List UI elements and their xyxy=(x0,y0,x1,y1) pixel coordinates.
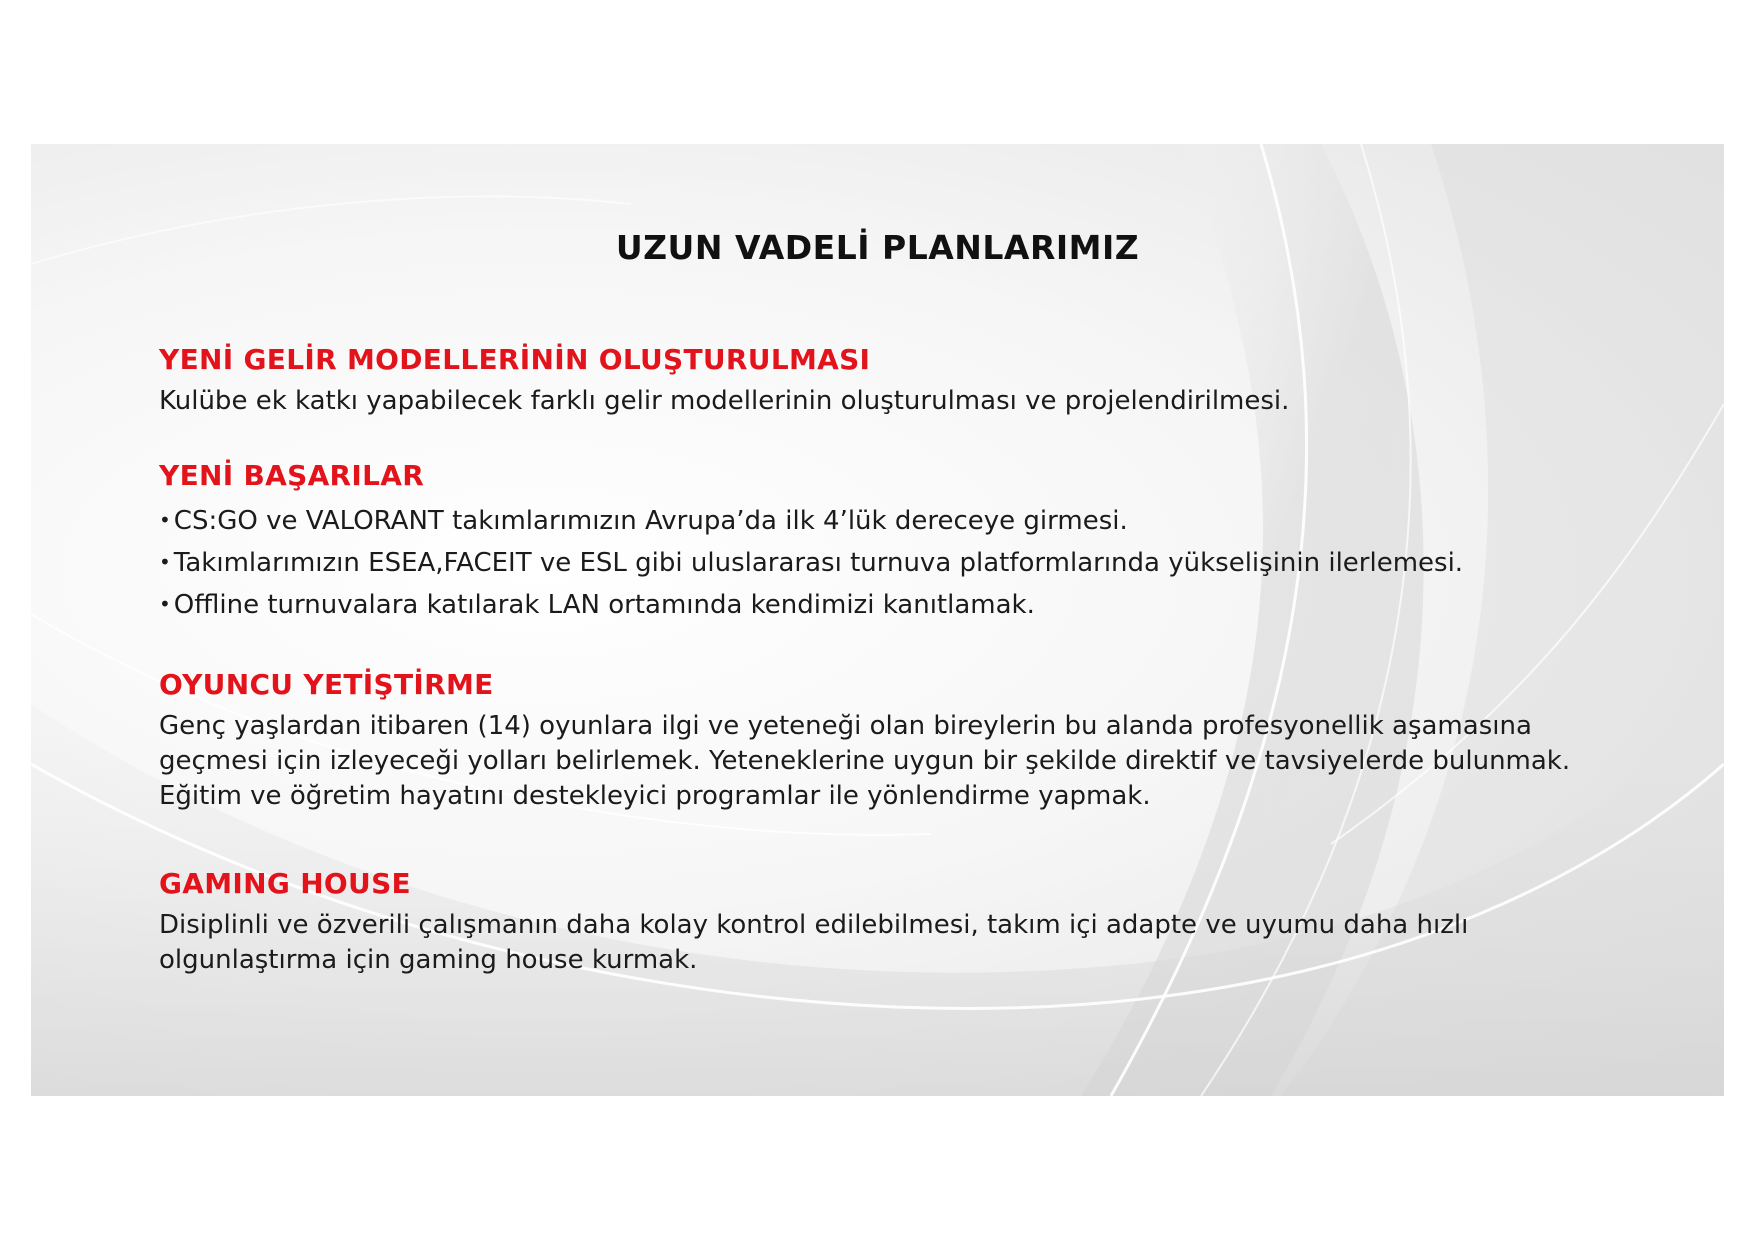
section-heading: OYUNCU YETİŞTİRME xyxy=(159,668,494,701)
section-heading: YENİ BAŞARILAR xyxy=(159,459,425,492)
section-text: Kulübe ek katkı yapabilecek farklı gelir modellerinin oluşturulması ve projelendirilmesi. xyxy=(159,386,1290,416)
section-heading: YENİ GELİR MODELLERİNİN OLUŞTURULMASI xyxy=(159,343,871,376)
bullet-icon: • xyxy=(159,592,171,616)
slide xyxy=(31,144,1724,1096)
section-heading: GAMING HOUSE xyxy=(159,867,411,900)
bullet-icon: • xyxy=(159,508,171,532)
section-text-line: Eğitim ve öğretim hayatını destekleyici programlar ile yönlendirme yapmak. xyxy=(159,781,1151,811)
bullet-item xyxy=(159,542,1659,584)
section-text-line: geçmesi için izleyeceği yolları belirlemek. Yeteneklerine uygun bir şekilde direktif ve tavsiyelerde bulunmak. xyxy=(159,746,1571,776)
section-text-line: Genç yaşlardan itibaren (14) oyunlara ilgi ve yeteneği olan bireylerin bu alanda profesyonellik aşamasına xyxy=(159,711,1532,741)
bullet-text: CS:GO ve VALORANT takımlarımızın Avrupa’da ilk 4’lük dereceye girmesi. xyxy=(173,506,1128,536)
bullet-text: Takımlarımızın ESEA,FACEIT ve ESL gibi uluslararası turnuva platformlarında yükselişinin ilerlemesi. xyxy=(173,548,1464,578)
section-player-development xyxy=(159,667,1659,814)
section-revenue-models xyxy=(159,342,1659,419)
slide-title: UZUN VADELİ PLANLARIMIZ xyxy=(615,228,1140,267)
section-new-achievements xyxy=(159,458,1659,626)
section-text-line: Disiplinli ve özverili çalışmanın daha kolay kontrol edilebilmesi, takım içi adapte ve uyumu daha hızlı xyxy=(159,910,1469,940)
section-text-line: olgunlaştırma için gaming house kurmak. xyxy=(159,945,698,975)
bullet-icon: • xyxy=(159,550,171,574)
section-gaming-house xyxy=(159,866,1659,978)
bullet-text: Offline turnuvalara katılarak LAN ortamında kendimizi kanıtlamak. xyxy=(173,590,1035,620)
bullet-item xyxy=(159,584,1659,626)
slide-content xyxy=(31,144,1724,1096)
bullet-item xyxy=(159,500,1659,542)
